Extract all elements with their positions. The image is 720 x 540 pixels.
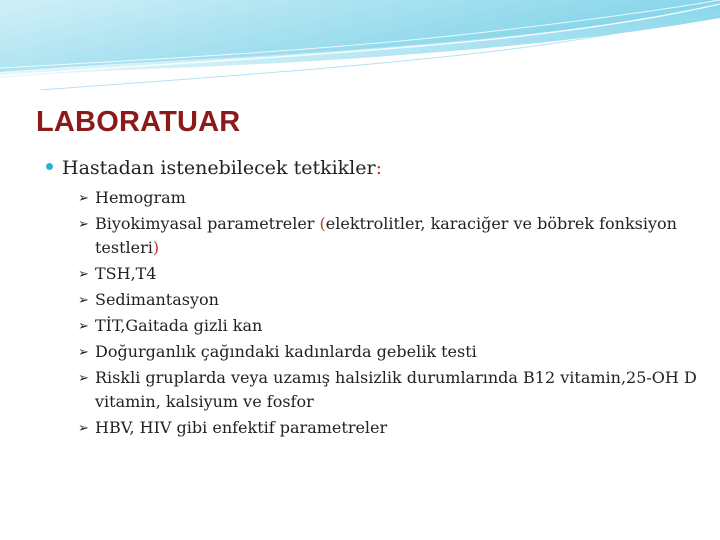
list-item-text: HBV, HIV gibi enfektif parametreler	[95, 418, 388, 437]
subtitle-text: Hastadan istenebilecek tetkikler	[62, 157, 376, 179]
list-item-hemogram	[78, 186, 698, 210]
list-item-detail: elektrolitler, karaciğer ve böbrek fonksiyon testleri	[95, 214, 677, 257]
subtitle-colon: :	[375, 157, 382, 179]
open-paren: (	[319, 214, 326, 233]
list-item-text: Riskli gruplarda veya uzamış halsizlik durumlarında B12 vitamin,25-OH D vitamin, kalsiyum ve fosfor	[95, 368, 697, 411]
subtitle	[46, 157, 382, 179]
arrow-bullet-icon: ➢	[78, 319, 89, 334]
list-item-text: Doğurganlık çağındaki kadınlarda gebelik testi	[95, 342, 477, 361]
circle-bullet-icon	[46, 163, 53, 170]
list-item-text: Sedimantasyon	[95, 290, 219, 309]
list-item-urinalysis	[78, 314, 698, 338]
arrow-bullet-icon: ➢	[78, 421, 89, 436]
list-item-text: Biyokimyasal parametreler	[95, 214, 320, 233]
close-paren: )	[152, 238, 160, 257]
slide-title: LABORATUAR	[36, 106, 241, 138]
list-item-text: Hemogram	[95, 188, 186, 207]
banner-wave-front	[0, 0, 720, 72]
header-wave-banner	[0, 0, 720, 90]
list-item-vitamins	[78, 366, 698, 414]
arrow-bullet-icon: ➢	[78, 191, 89, 206]
list-item-biochemistry	[78, 212, 698, 260]
arrow-bullet-icon: ➢	[78, 217, 89, 232]
list-item-sedimentation	[78, 288, 698, 312]
arrow-bullet-icon: ➢	[78, 345, 89, 360]
arrow-bullet-icon: ➢	[78, 371, 89, 386]
arrow-bullet-icon: ➢	[78, 267, 89, 282]
test-list	[78, 186, 698, 442]
list-item-text: TSH,T4	[95, 264, 157, 283]
list-item-infectious	[78, 416, 698, 440]
arrow-bullet-icon: ➢	[78, 293, 89, 308]
list-item-pregnancy-test	[78, 340, 698, 364]
list-item-tsh	[78, 262, 698, 286]
list-item-text: TİT,Gaitada gizli kan	[95, 316, 263, 335]
